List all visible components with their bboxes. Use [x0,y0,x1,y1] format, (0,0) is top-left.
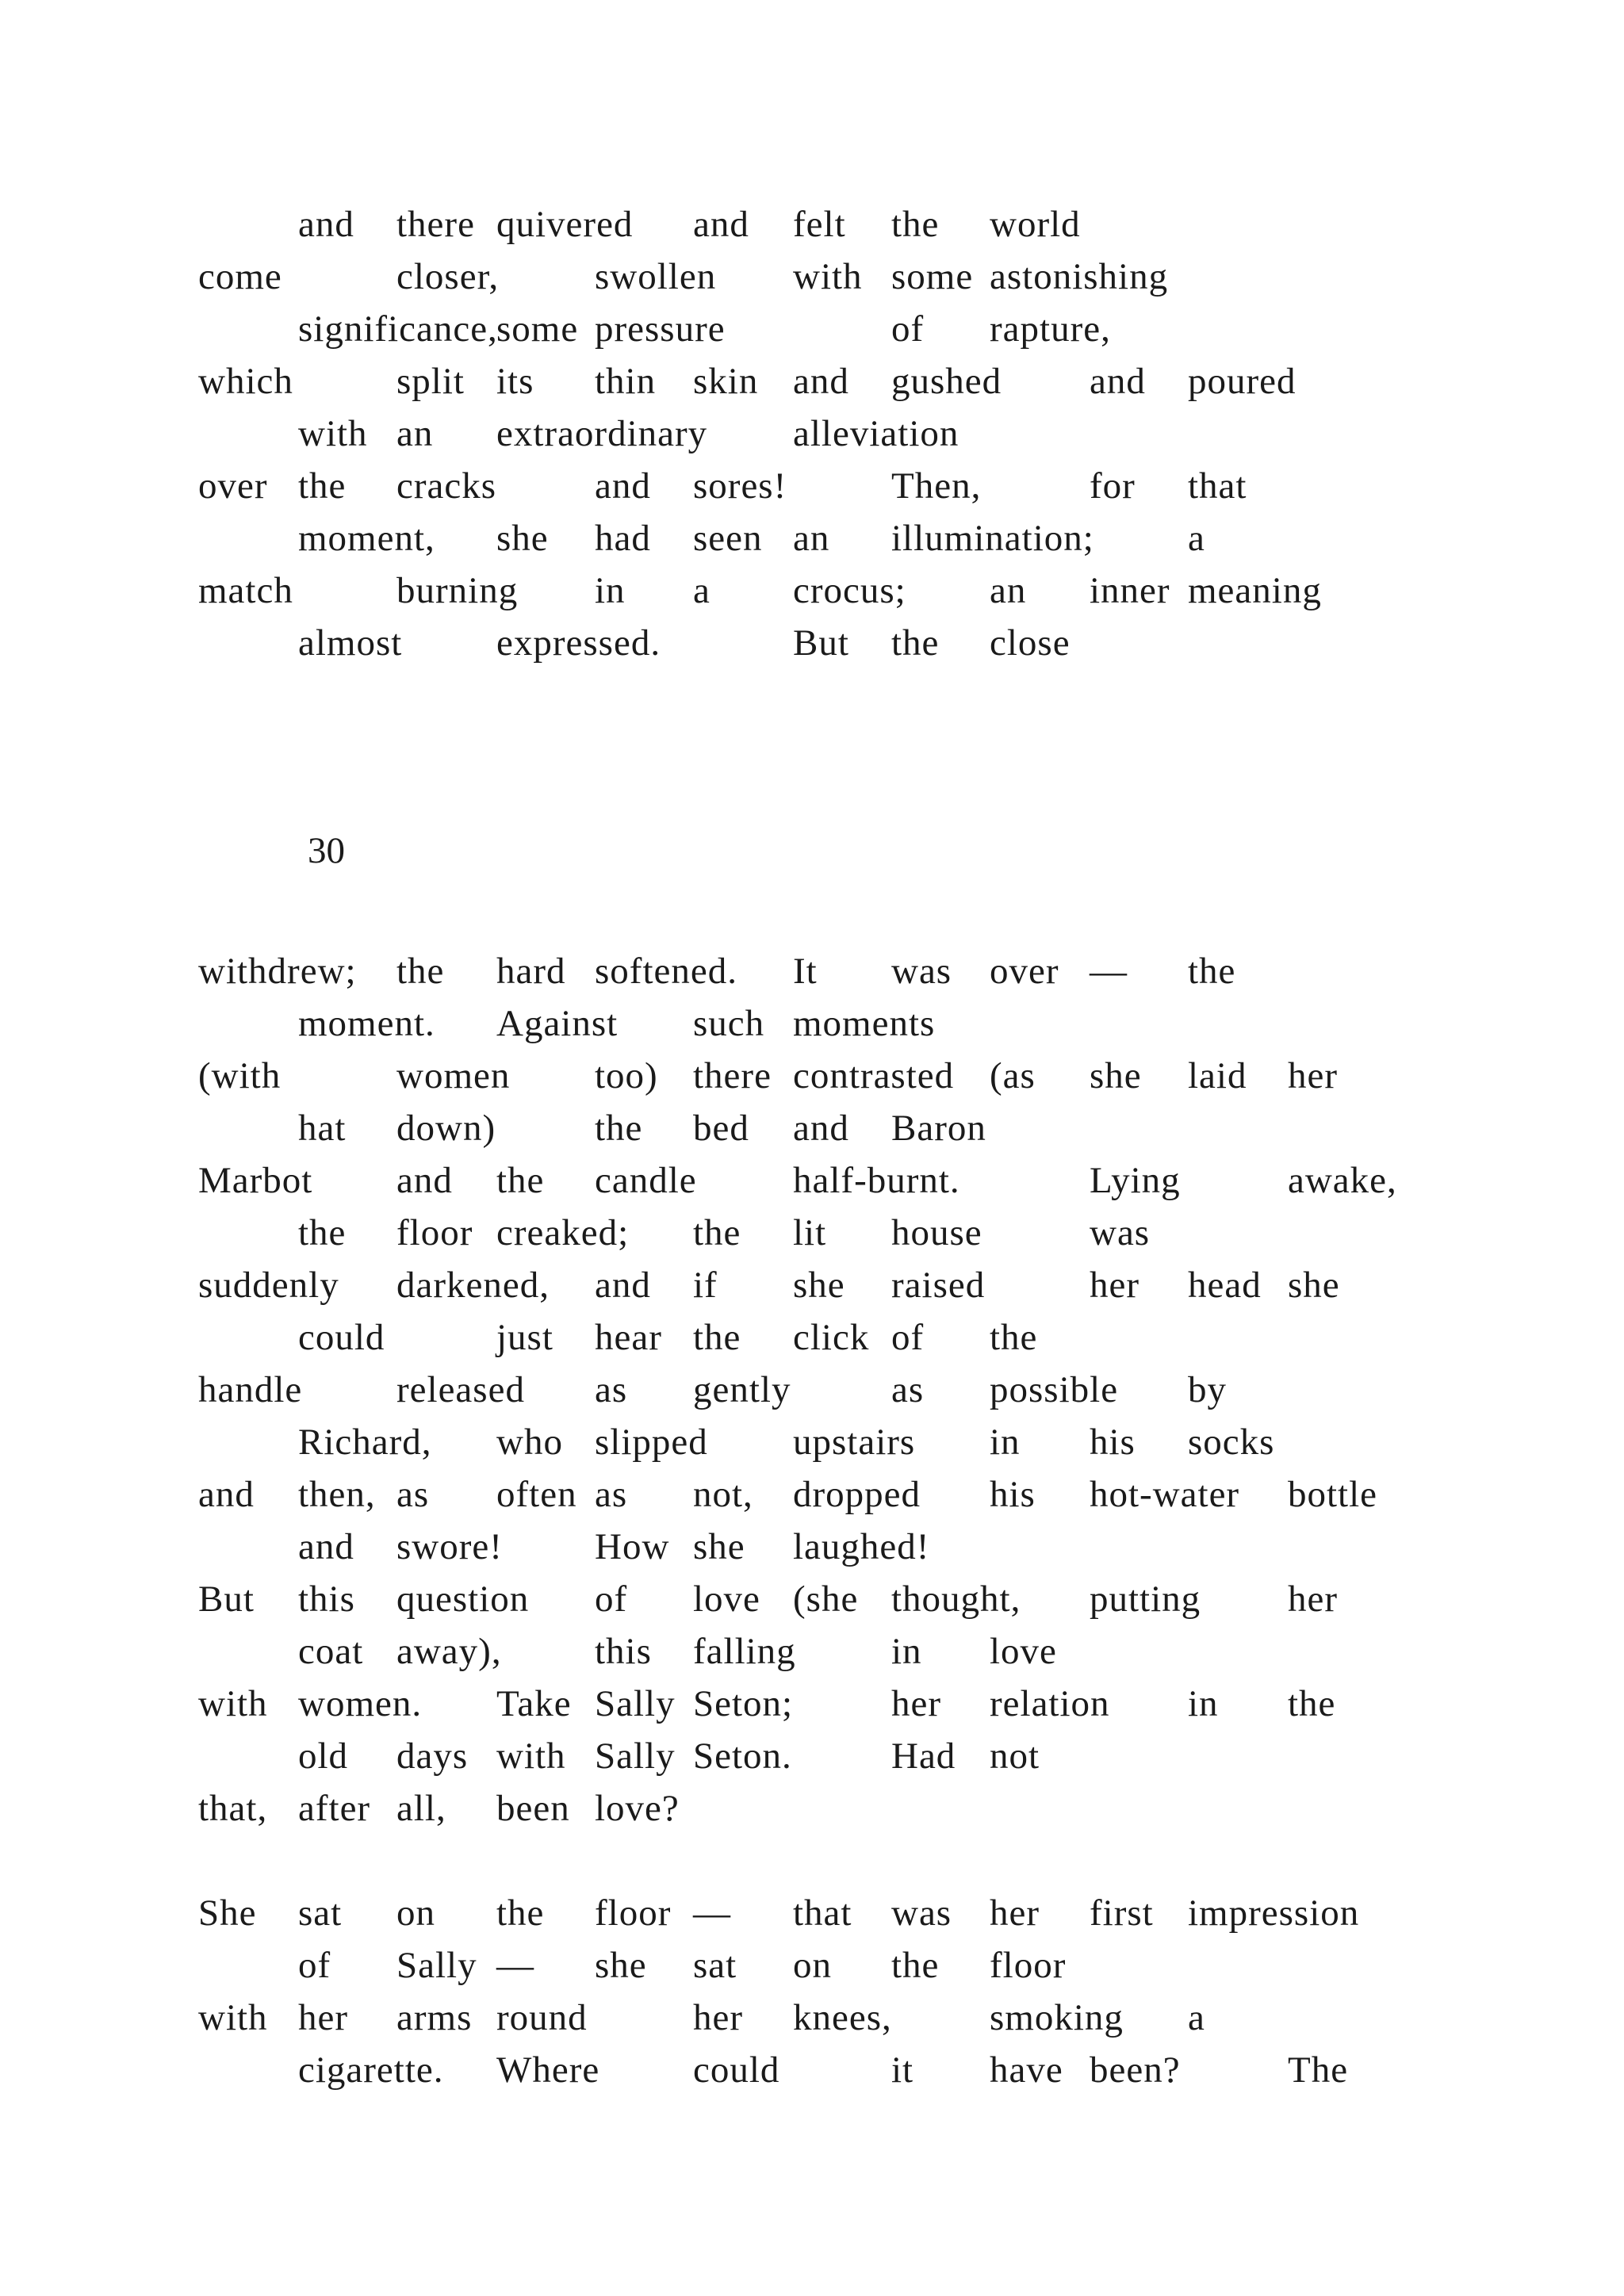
word: poured [1188,361,1297,402]
word: who [496,1422,563,1463]
text-line [0,1050,1624,1102]
word: the [298,465,347,507]
word: her [693,1997,744,2038]
word: such [693,1003,765,1044]
word: over [990,951,1059,992]
word: in [891,1631,922,1672]
word: women. [298,1683,423,1724]
word: floor [396,1212,473,1253]
word: love [693,1578,760,1620]
word: smoking [990,1997,1124,2038]
word: his [1090,1422,1136,1463]
word: the [891,622,940,664]
text-line [0,198,1624,251]
text-line [0,2044,1624,2096]
text-line [0,1782,1624,1835]
word: She [198,1892,257,1934]
word: Marbot [198,1160,313,1201]
word: the [990,1317,1038,1358]
word: handle [198,1369,303,1410]
word: been [496,1788,570,1829]
word: But [198,1578,255,1620]
word: knees, [793,1997,892,2038]
word: with [198,1683,268,1724]
word: thought, [891,1578,1021,1620]
word: suddenly [198,1265,339,1306]
word: by [1188,1369,1227,1410]
word: But [793,622,849,664]
word: the [496,1892,545,1934]
word: head [1188,1265,1262,1306]
word: of [595,1578,628,1620]
word: been? [1090,2049,1181,2091]
word: round [496,1997,588,2038]
word: not [990,1735,1040,1777]
word: rapture, [990,308,1111,350]
word: the [891,204,940,245]
word: was [891,1892,952,1934]
word: Take [496,1683,572,1724]
text-line [0,1521,1624,1573]
word: had [595,518,651,559]
word: Lying [1090,1160,1181,1201]
word: impression [1188,1892,1360,1934]
word: the [298,1212,347,1253]
word: (she [793,1578,859,1620]
word: and [793,361,849,402]
word: if [693,1265,718,1306]
text-line [0,1102,1624,1154]
word: hard [496,951,566,992]
word: come [198,256,282,297]
word: and [298,204,354,245]
word: — [693,1892,731,1934]
word: for [1090,465,1136,507]
word: she [1288,1265,1340,1306]
word: that, [198,1788,268,1829]
word: lit [793,1212,827,1253]
word: withdrew; [198,951,357,992]
word: she [496,518,549,559]
word: the [1188,951,1236,992]
word: extraordinary [496,413,708,454]
word: Where [496,2049,600,2091]
word: as [396,1474,430,1515]
word: too) [595,1055,658,1096]
text-line [0,460,1624,512]
word: falling [693,1631,796,1672]
word: hear [595,1317,662,1358]
text-line [0,1364,1624,1416]
word: her [1288,1055,1339,1096]
word: skin [693,361,759,402]
word: days [396,1735,469,1777]
word: candle [595,1160,697,1201]
word: and [595,465,651,507]
word: then, [298,1474,376,1515]
word: moment, [298,518,435,559]
word: an [793,518,830,559]
word: have [990,2049,1063,2091]
word: on [396,1892,435,1934]
word: an [990,570,1027,611]
word: and [1090,361,1146,402]
word: released [396,1369,525,1410]
word: often [496,1474,577,1515]
word: was [1090,1212,1151,1253]
text-line [0,408,1624,460]
text-line [0,251,1624,303]
word: question [396,1578,530,1620]
word: as [891,1369,925,1410]
word: illumination; [891,518,1094,559]
word: Sally [595,1735,676,1777]
word: bed [693,1108,749,1149]
word: which [198,361,293,402]
word: her [1090,1265,1140,1306]
word: down) [396,1108,496,1149]
word: just [496,1317,553,1358]
word: cigarette. [298,2049,444,2091]
word: she [793,1265,845,1306]
word: and [298,1526,354,1567]
word: the [693,1317,741,1358]
word: astonishing [990,256,1169,297]
word: floor [595,1892,672,1934]
word: putting [1090,1578,1201,1620]
word: possible [990,1369,1119,1410]
word: this [298,1578,355,1620]
text-line [0,1468,1624,1521]
word: her [891,1683,942,1724]
word: — [1090,951,1128,992]
word: coat [298,1631,364,1672]
word: expressed. [496,622,661,664]
word: half-burnt. [793,1160,960,1201]
word: as [595,1474,628,1515]
word: Seton; [693,1683,794,1724]
word: hat [298,1108,347,1149]
word: sat [693,1945,737,1986]
word: (as [990,1055,1036,1096]
word: with [793,256,863,297]
word: and [198,1474,255,1515]
word: Against [496,1003,619,1044]
word: (with [198,1055,282,1096]
word: moment. [298,1003,435,1044]
text-line [0,997,1624,1050]
word: with [198,1997,268,2038]
word: the [396,951,445,992]
text-line [0,1992,1624,2044]
word: all, [396,1788,446,1829]
word: gently [693,1369,791,1410]
word: arms [396,1997,473,2038]
text-line [0,564,1624,617]
word: old [298,1735,349,1777]
text-line [0,1207,1624,1259]
word: awake, [1288,1160,1397,1201]
word: with [496,1735,566,1777]
word: the [1288,1683,1336,1724]
word: away), [396,1631,502,1672]
word: world [990,204,1081,245]
word: contrasted [793,1055,955,1096]
word: Sally [595,1683,676,1724]
word: in [1188,1683,1219,1724]
word: as [595,1369,628,1410]
word: darkened, [396,1265,550,1306]
word: pressure [595,308,726,350]
word: was [891,951,952,992]
word: after [298,1788,371,1829]
word: the [595,1108,643,1149]
word: Richard, [298,1422,432,1463]
word: over [198,465,268,507]
word: her [990,1892,1040,1934]
word: click [793,1317,870,1358]
text-line [0,1678,1624,1730]
word: dropped [793,1474,921,1515]
word: felt [793,204,846,245]
word: swore! [396,1526,503,1567]
word: first [1090,1892,1154,1934]
word: in [990,1422,1021,1463]
word: socks [1188,1422,1275,1463]
word: that [1188,465,1247,507]
word: closer, [396,256,500,297]
word: the [693,1212,741,1253]
word: there [396,204,475,245]
word: the [891,1945,940,1986]
word: there [693,1055,772,1096]
word: it [891,2049,914,2091]
word: hot-water [1090,1474,1240,1515]
word: moments [793,1003,936,1044]
text-line [0,945,1624,997]
word: relation [990,1683,1110,1724]
word: seen [693,518,763,559]
word: — [496,1945,534,1986]
text-line [0,1939,1624,1992]
word: alleviation [793,413,959,454]
word: could [298,1317,385,1358]
word: Seton. [693,1735,792,1777]
word: How [595,1526,670,1567]
word: of [891,1317,925,1358]
text-line [0,1154,1624,1207]
word: she [595,1945,647,1986]
word: her [1288,1578,1339,1620]
word: burning [396,570,519,611]
word: close [990,622,1071,664]
word: laughed! [793,1526,930,1567]
word: significance, [298,308,498,350]
word: swollen [595,256,717,297]
word: upstairs [793,1422,916,1463]
word: crocus; [793,570,906,611]
word: her [298,1997,349,2038]
word: slipped [595,1422,708,1463]
word: softened. [595,951,737,992]
word: almost [298,622,403,664]
word: an [396,413,434,454]
text-line [0,303,1624,355]
text-line [0,1259,1624,1311]
word: match [198,570,293,611]
word: a [1188,518,1205,559]
word: she [693,1526,745,1567]
word: women [396,1055,511,1096]
word: It [793,951,818,992]
word: that [793,1892,852,1934]
word: gushed [891,361,1002,402]
word: with [298,413,368,454]
text-line [0,1730,1624,1782]
word: and [693,204,749,245]
text-line [0,617,1624,669]
text-line [0,1625,1624,1678]
word: quivered [496,204,634,245]
word: this [595,1631,652,1672]
text-line [0,512,1624,564]
word: of [298,1945,331,1986]
word: bottle [1288,1474,1378,1515]
word: meaning [1188,570,1322,611]
word: cracks [396,465,497,507]
word: The [1288,2049,1349,2091]
word: his [990,1474,1036,1515]
word: on [793,1945,832,1986]
word: creaked; [496,1212,630,1253]
word: thin [595,361,657,402]
word: laid [1188,1055,1247,1096]
text-line [0,1573,1624,1625]
text-line [0,1887,1624,1939]
word: and [793,1108,849,1149]
word: Baron [891,1108,986,1149]
word: love [990,1631,1057,1672]
word: a [1188,1997,1205,2038]
page-number: 30 [308,830,345,871]
word: house [891,1212,982,1253]
word: the [496,1160,545,1201]
word: inner [1090,570,1170,611]
text-line [0,355,1624,408]
word: floor [990,1945,1067,1986]
word: some [496,308,579,350]
word: split [396,361,465,402]
word: in [595,570,626,611]
word: raised [891,1265,986,1306]
word: sores! [693,465,787,507]
word: a [693,570,710,611]
word: she [1090,1055,1142,1096]
word: its [496,361,534,402]
word: love? [595,1788,680,1829]
word: not, [693,1474,753,1515]
word: sat [298,1892,343,1934]
text-line [0,1416,1624,1468]
word: and [595,1265,651,1306]
text-line [0,1311,1624,1364]
word: Then, [891,465,982,507]
word: and [396,1160,453,1201]
word: of [891,308,925,350]
word: Sally [396,1945,477,1986]
word: some [891,256,974,297]
word: Had [891,1735,956,1777]
word: could [693,2049,780,2091]
